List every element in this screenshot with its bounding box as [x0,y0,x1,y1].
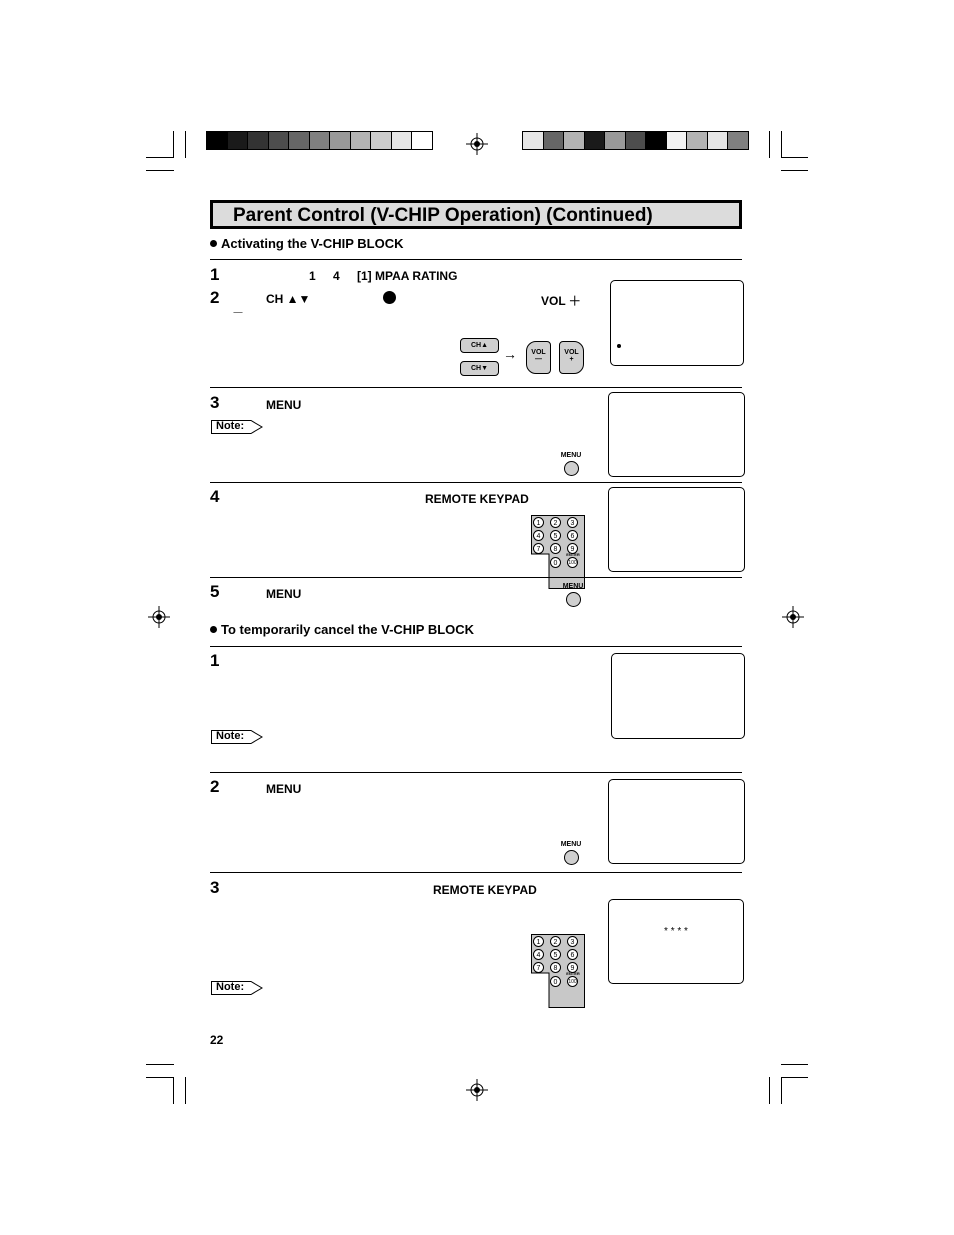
crop-mark [781,1077,782,1104]
tv-screen [610,280,744,366]
keypad-enter-label: ENTER [566,552,580,557]
registration-mark-icon [782,606,804,628]
color-swatch [727,131,749,150]
step-keyword: 4 [333,269,340,283]
step-keyword: REMOTE KEYPAD [425,492,529,506]
keypad-key[interactable]: 7 [533,962,544,973]
step-keyword: 1 [309,269,316,283]
color-swatch [686,131,708,150]
filled-circle-icon [383,291,396,304]
keypad-key[interactable]: 6 [567,530,578,541]
crop-mark [185,1077,186,1104]
color-swatch [329,131,351,150]
crop-mark [146,170,174,171]
tv-screen [608,899,744,984]
crop-mark [781,157,808,158]
step-keyword: REMOTE KEYPAD [433,883,537,897]
tv-screen [608,487,745,572]
divider [210,872,742,873]
step-keyword: [1] MPAA RATING [357,269,458,283]
crop-mark [185,131,186,158]
registration-mark-icon [466,133,488,155]
crop-mark [146,157,174,158]
bullet-icon [210,626,217,633]
color-swatch [625,131,647,150]
crop-mark [781,1077,808,1078]
menu-button-label: MENU [560,452,582,459]
divider [210,646,742,647]
keypad-key[interactable]: 4 [533,949,544,960]
keypad-key[interactable]: 5 [550,530,561,541]
crop-mark [769,131,770,158]
step-keyword: MENU [266,587,302,601]
page-title-box [210,200,742,229]
registration-mark-icon [466,1079,488,1101]
tv-screen [608,779,745,864]
divider [210,772,742,773]
ch-down-button[interactable]: CH▼ [460,361,499,376]
color-swatch [666,131,688,150]
keypad-key[interactable]: 3 [567,517,578,528]
section-heading-cancel [210,622,474,637]
step-number: 5 [210,582,220,601]
note-tag [211,420,263,434]
menu-button[interactable] [557,841,585,869]
color-swatch [645,131,667,150]
color-swatch [227,131,249,150]
color-swatch [563,131,585,150]
keypad-key[interactable]: 9 [567,962,578,973]
keypad-key[interactable]: 0 [550,976,561,987]
ch-up-button[interactable]: CH▲ [460,338,499,353]
vol-plus-button[interactable] [559,341,584,374]
crop-mark [781,1064,808,1065]
vol-minus-sign: — [535,356,542,363]
menu-button[interactable] [557,452,585,480]
bullet-icon [210,240,217,247]
arrow-right-icon: → [503,346,517,362]
menu-button-circle [564,461,579,476]
note-tag [211,730,263,744]
step-number: 2 [210,288,220,307]
section-heading-activate [210,236,404,251]
color-swatch [309,131,331,150]
step-keyword: － [232,306,245,320]
vol-minus-label: VOL [531,349,546,356]
color-swatch [288,131,310,150]
color-swatch [707,131,729,150]
crop-mark [146,1064,174,1065]
keypad-key[interactable]: 100 [567,976,578,987]
color-swatch [350,131,372,150]
section-heading-text: Activating the V-CHIP BLOCK [221,236,404,251]
keypad-key[interactable]: 5 [550,949,561,960]
tv-screen [608,392,745,477]
color-swatch [247,131,269,150]
menu-button-label: MENU [562,583,584,590]
divider [210,259,742,260]
menu-button-circle [564,850,579,865]
menu-button-circle [566,592,581,607]
tv-screen [611,653,745,739]
vol-minus-button[interactable] [526,341,551,374]
color-swatch [268,131,290,150]
crop-mark [769,1077,770,1104]
crop-mark [173,131,174,158]
step-number: 3 [210,878,220,897]
remote-keypad[interactable] [531,934,585,1008]
password-mask: * * * * [664,926,688,937]
keypad-key[interactable]: 7 [533,543,544,554]
note-tag [211,981,263,995]
keypad-key[interactable]: 6 [567,949,578,960]
note-label: Note: [216,981,245,993]
page-title: Parent Control (V-CHIP Operation) (Continued) [233,205,653,226]
keypad-enter-label: ENTER [566,971,580,976]
step-number: 3 [210,393,220,412]
keypad-key[interactable]: 8 [550,962,561,973]
keypad-key[interactable]: 9 [567,543,578,554]
color-swatch [543,131,565,150]
divider [210,482,742,483]
keypad-key[interactable]: 1 [533,517,544,528]
divider [210,577,742,578]
note-label: Note: [216,730,245,742]
keypad-key[interactable]: 100 [567,557,578,568]
color-swatch [522,131,544,150]
menu-button[interactable] [559,583,587,611]
vol-plus-sign: + [569,356,574,363]
step-number: 1 [210,265,220,284]
step-keyword: VOL ＋ [541,294,581,308]
page-number: 22 [210,1033,224,1047]
crop-mark [781,170,808,171]
color-swatch [391,131,413,150]
section-heading-text: To temporarily cancel the V-CHIP BLOCK [221,622,475,637]
keypad-key[interactable]: 1 [533,936,544,947]
color-swatch [411,131,433,150]
keypad-key[interactable]: 2 [550,517,561,528]
keypad-key[interactable]: 3 [567,936,578,947]
menu-button-label: MENU [560,841,582,848]
step-number: 4 [210,487,220,506]
crop-mark [146,1077,174,1078]
color-swatch [370,131,392,150]
color-swatch [584,131,606,150]
step-keyword: MENU [266,782,302,796]
crop-mark [173,1077,174,1104]
crop-mark [781,131,782,158]
step-keyword: CH ▲▼ [266,292,311,306]
step-keyword: MENU [266,398,302,412]
keypad-key[interactable]: 8 [550,543,561,554]
keypad-key[interactable]: 4 [533,530,544,541]
color-swatch [604,131,626,150]
vol-plus-label: VOL [564,349,579,356]
step-number: 1 [210,651,220,670]
divider [210,387,742,388]
color-swatch [206,131,228,150]
step-number: 2 [210,777,220,796]
bullet-icon [617,344,621,348]
keypad-key[interactable]: 0 [550,557,561,568]
keypad-key[interactable]: 2 [550,936,561,947]
note-label: Note: [216,420,245,432]
registration-mark-icon [148,606,170,628]
